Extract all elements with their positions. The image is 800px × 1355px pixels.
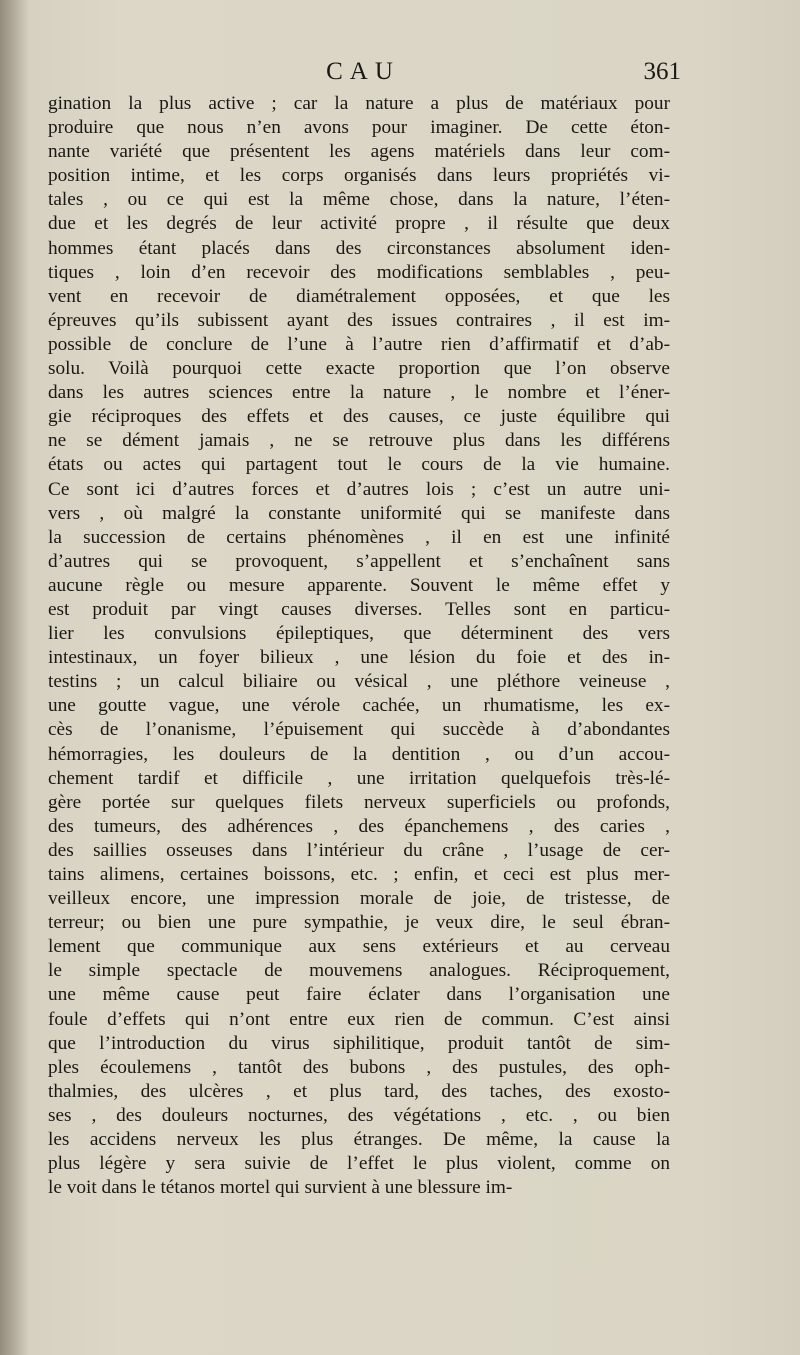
text-line: le voit dans le tétanos mortel qui survient à une blessure im- [48, 1177, 513, 1199]
text-line: dans les autres sciences entre la nature , le nombre et l’éner- [48, 382, 670, 404]
page-number: 361 [643, 58, 681, 85]
text-line: nante variété que présentent les agens matériels dans leur com- [48, 141, 670, 163]
text-line: une même cause peut faire éclater dans l’organisation une [48, 984, 670, 1006]
text-line: chement tardif et difficile , une irritation quelquefois très-lé- [48, 767, 670, 789]
text-line: aucune règle ou mesure apparente. Souvent le même effet y [48, 574, 670, 596]
text-line: possible de conclure de l’une à l’autre rien d’affirmatif et d’ab- [48, 333, 670, 355]
text-line: thalmies, des ulcères , et plus tard, des taches, des exosto- [48, 1080, 670, 1102]
running-head [48, 58, 681, 90]
body-text [48, 92, 670, 1200]
text-line: solu. Voilà pourquoi cette exacte proportion que l’on observe [48, 358, 670, 380]
text-line: hommes étant placés dans des circonstances absolument iden- [48, 237, 670, 259]
gutter-shadow [0, 0, 28, 1355]
text-line: intestinaux, un foyer bilieux , une lésion du foie et des in- [48, 647, 670, 669]
text-line: hémorragies, les douleurs de la dentition , ou d’un accou- [48, 743, 670, 765]
text-line: ples écoulemens , tantôt des bubons , des pustules, des oph- [48, 1056, 670, 1078]
text-line: plus légère y sera suivie de l’effet le plus violent, comme on [48, 1153, 670, 1175]
text-line: le simple spectacle de mouvemens analogues. Réciproquement, [48, 960, 670, 982]
running-head-title: CAU [326, 58, 400, 85]
text-line: gie réciproques des effets et des causes, ce juste équilibre qui [48, 406, 670, 428]
text-line: gination la plus active ; car la nature a plus de matériaux pour [48, 93, 670, 114]
text-line: tales , ou ce qui est la même chose, dans la nature, l’éten- [48, 189, 670, 211]
text-line: veilleux encore, une impression morale de joie, de tristesse, de [48, 888, 670, 910]
text-line: la succession de certains phénomènes , il en est une infinité [48, 526, 670, 548]
text-line: des tumeurs, des adhérences , des épanchemens , des caries , [48, 815, 670, 837]
text-line: vers , où malgré la constante uniformité qui se manifeste dans [48, 502, 670, 524]
text-line: terreur; ou bien une pure sympathie, je veux dire, le seul ébran- [48, 912, 670, 934]
text-line: les accidens nerveux les plus étranges. De même, la cause la [48, 1129, 670, 1151]
text-line: d’autres qui se provoquent, s’appellent et s’enchaînent sans [48, 550, 670, 572]
text-line: des saillies osseuses dans l’intérieur du crâne , l’usage de cer- [48, 839, 670, 861]
text-line: foule d’effets qui n’ont entre eux rien de commun. C’est ainsi [48, 1008, 670, 1030]
text-line: une goutte vague, une vérole cachée, un rhumatisme, les ex- [48, 695, 670, 717]
text-line: épreuves qu’ils subissent ayant des issues contraires , il est im- [48, 309, 670, 331]
text-line: vent en recevoir de diamétralement opposées, et que les [48, 285, 670, 307]
text-line: tains alimens, certaines boissons, etc. ; enfin, et ceci est plus mer- [48, 864, 670, 885]
text-line: produire que nous n’en avons pour imaginer. De cette éton- [48, 117, 670, 139]
text-line: testins ; un calcul biliaire ou vésical , une pléthore veineuse , [48, 671, 670, 693]
text-line: position intime, et les corps organisés dans leurs propriétés vi- [48, 165, 670, 187]
text-line: est produit par vingt causes diverses. Telles sont en particu- [48, 598, 670, 620]
text-line: gère portée sur quelques filets nerveux superficiels ou profonds, [48, 791, 670, 813]
text-line: ne se dément jamais , ne se retrouve plus dans les différens [48, 430, 670, 452]
text-line: lement que communique aux sens extérieurs et au cerveau [48, 936, 670, 958]
text-line: due et les degrés de leur activité propre , il résulte que deux [48, 213, 670, 235]
text-line: Ce sont ici d’autres forces et d’autres lois ; c’est un autre uni- [48, 478, 670, 500]
text-line: états ou actes qui partagent tout le cours de la vie humaine. [48, 454, 670, 476]
text-line: lier les convulsions épileptiques, que déterminent des vers [48, 623, 670, 645]
text-line: que l’introduction du virus siphilitique, produit tantôt de sim- [48, 1032, 670, 1054]
text-line: ses , des douleurs nocturnes, des végétations , etc. , ou bien [48, 1104, 670, 1126]
text-line: tiques , loin d’en recevoir des modifications semblables , peu- [48, 261, 670, 283]
text-line: cès de l’onanisme, l’épuisement qui succède à d’abondantes [48, 719, 670, 741]
